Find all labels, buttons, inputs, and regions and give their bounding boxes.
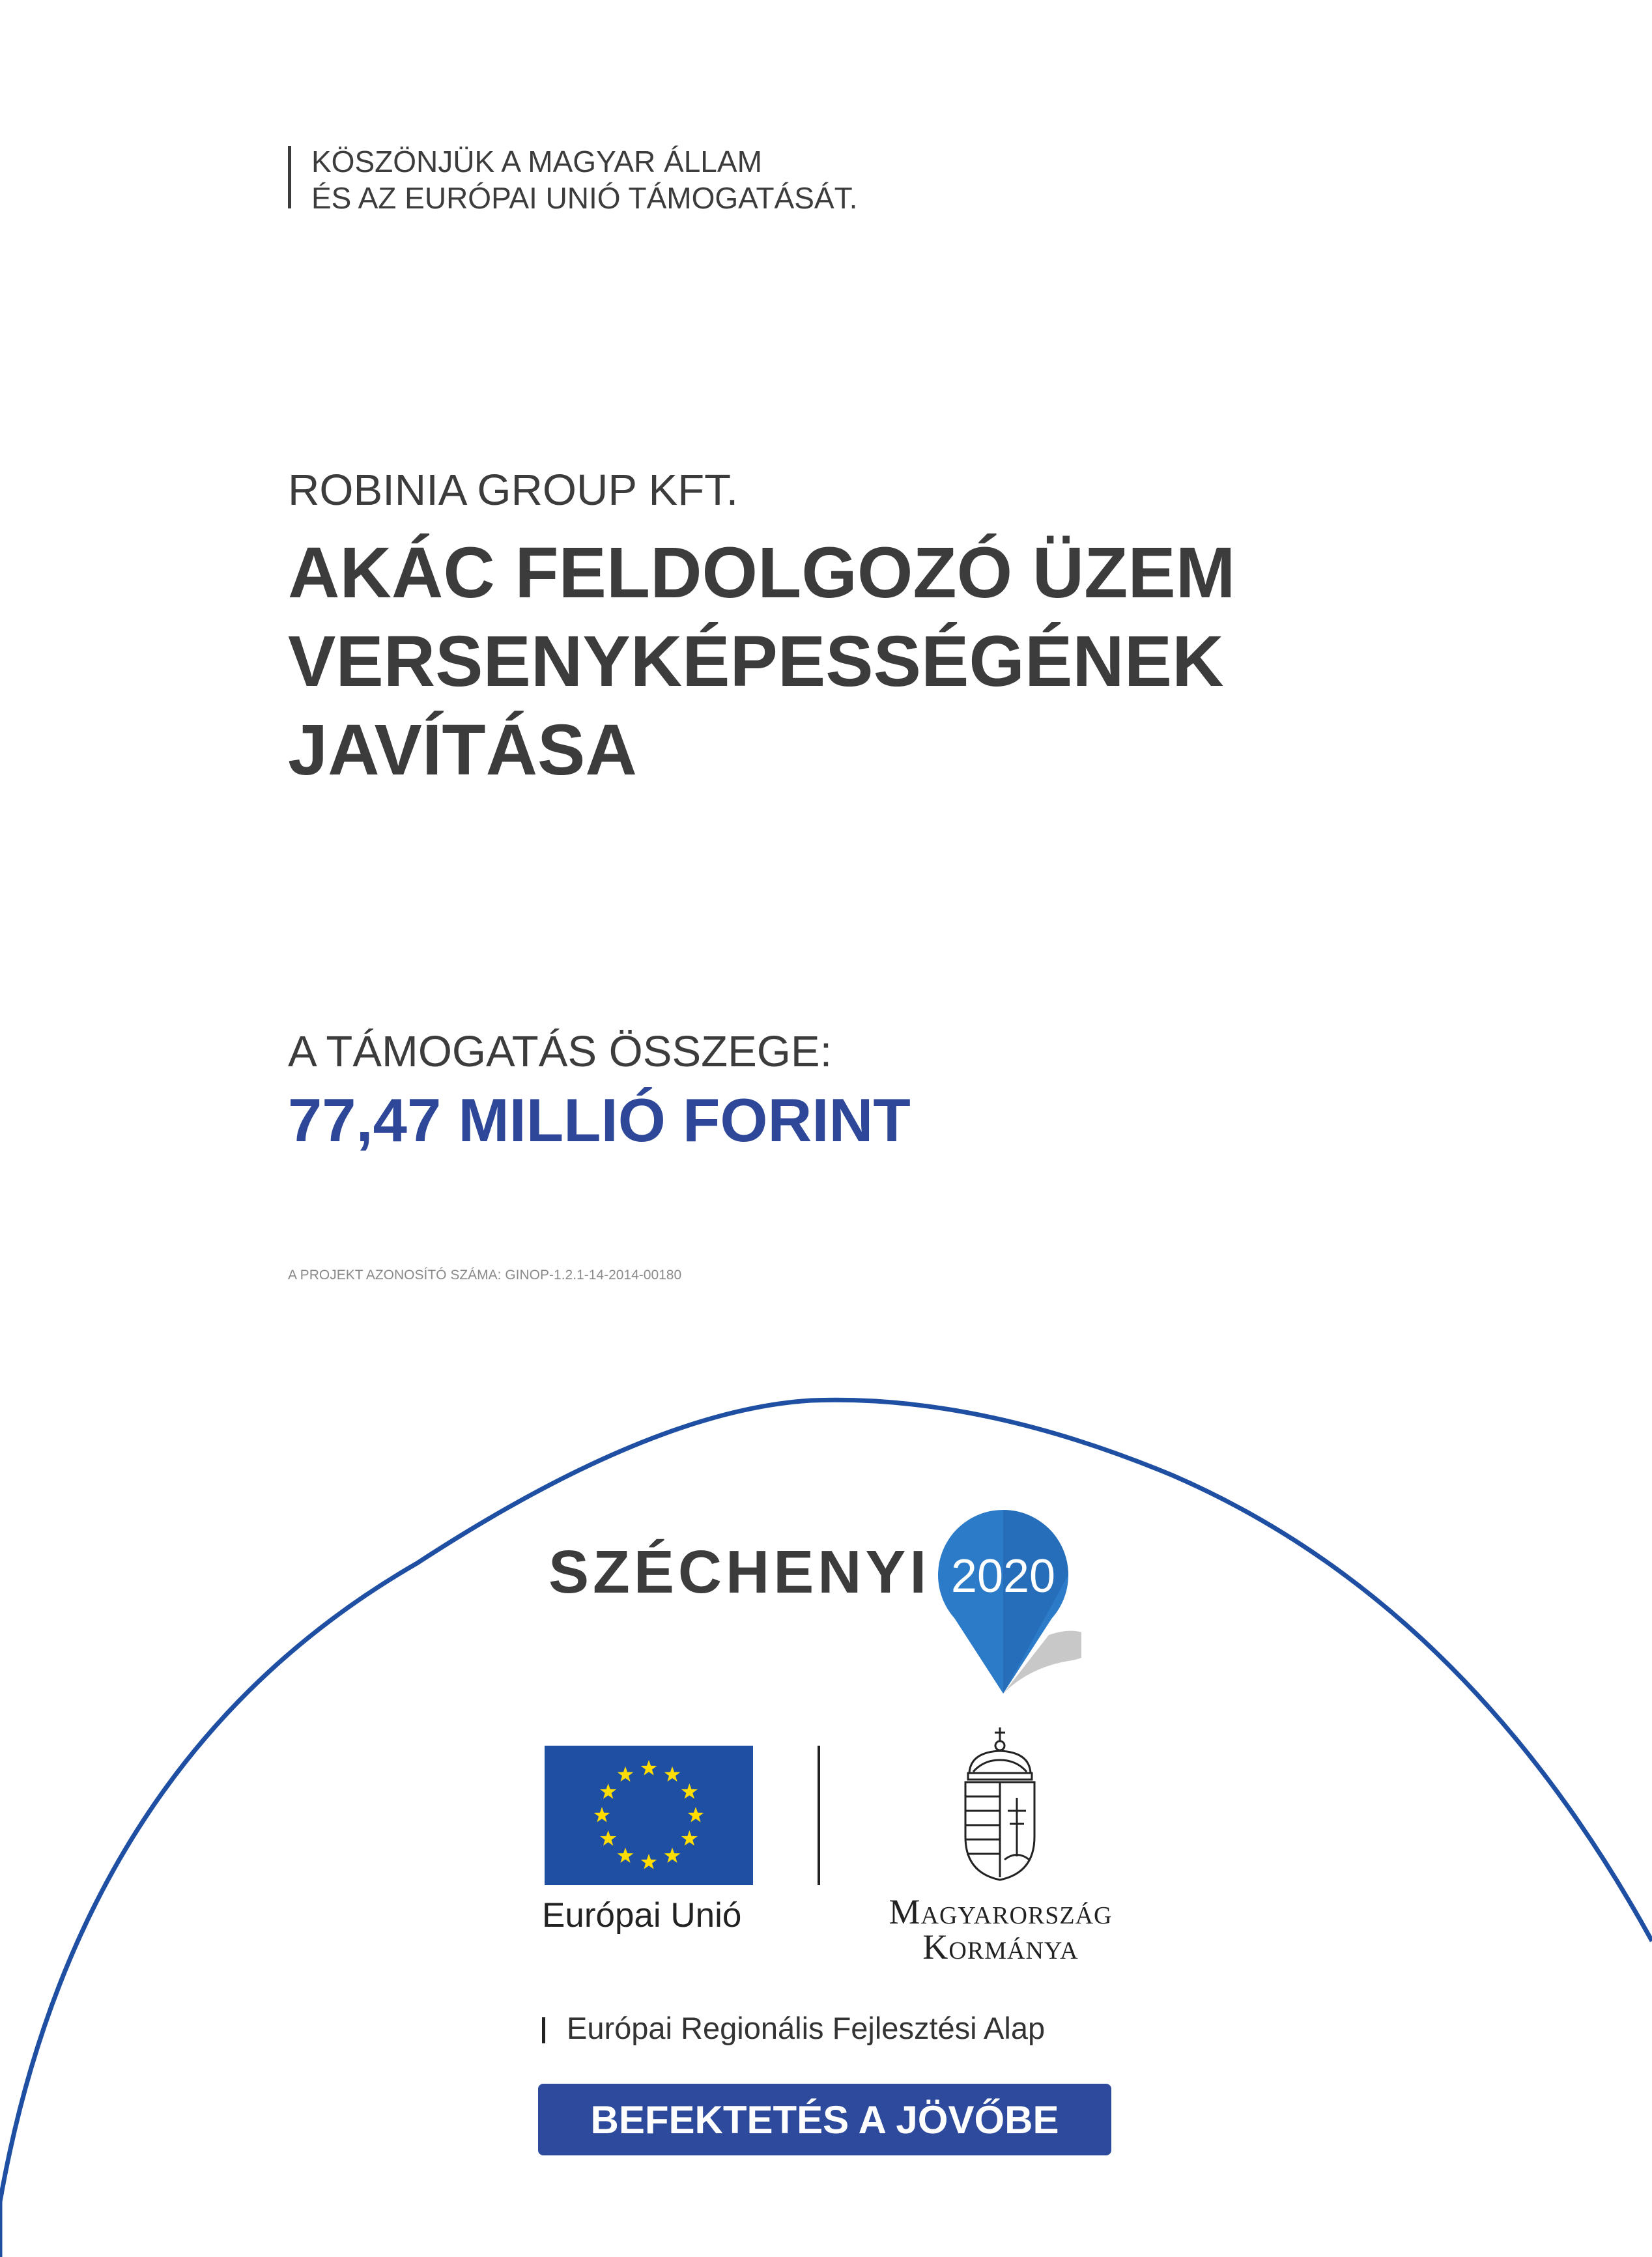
szechenyi-wordmark: SZÉCHENYI <box>548 1538 931 1606</box>
eu-caption: Európai Unió <box>542 1896 742 1935</box>
amount-value: 77,47 MILLIÓ FORINT <box>288 1086 911 1154</box>
government-line-2: Kormánya <box>922 1927 1079 1966</box>
fund-name: Európai Regionális Fejlesztési Alap <box>567 2011 1046 2045</box>
logo-divider <box>818 1746 820 1885</box>
invest-in-future-label: BEFEKTETÉS A JÖVŐBE <box>590 2097 1059 2142</box>
hungarian-coat-of-arms-icon <box>958 1726 1042 1882</box>
government-line-1: Magyarország <box>889 1892 1113 1931</box>
project-title-line-1: AKÁC FELDOLGOZÓ ÜZEM <box>288 533 1236 613</box>
project-title-line-3: JAVÍTÁSA <box>288 710 637 790</box>
thanks-line-2: ÉS AZ EURÓPAI UNIÓ TÁMOGATÁSÁT. <box>311 181 858 215</box>
project-title <box>288 529 1235 795</box>
invest-in-future-banner <box>538 2084 1111 2155</box>
amount-label: A TÁMOGATÁS ÖSSZEGE: <box>288 1027 833 1076</box>
eu-flag-icon <box>545 1746 753 1885</box>
thanks-line-1: KÖSZÖNJÜK A MAGYAR ÁLLAM <box>311 145 762 178</box>
szechenyi-pin-icon <box>925 1505 1081 1694</box>
project-title-line-2: VERSENYKÉPESSÉGÉNEK <box>288 621 1224 702</box>
fund-divider <box>542 2017 545 2043</box>
beneficiary-name: ROBINIA GROUP KFT. <box>288 466 739 515</box>
thanks-text <box>311 143 857 216</box>
szechenyi-year: 2020 <box>950 1550 1056 1602</box>
thanks-divider <box>288 146 291 208</box>
government-caption <box>870 1894 1131 1965</box>
project-id: A PROJEKT AZONOSÍTÓ SZÁMA: GINOP-1.2.1-14-2014-00180 <box>288 1268 682 1283</box>
